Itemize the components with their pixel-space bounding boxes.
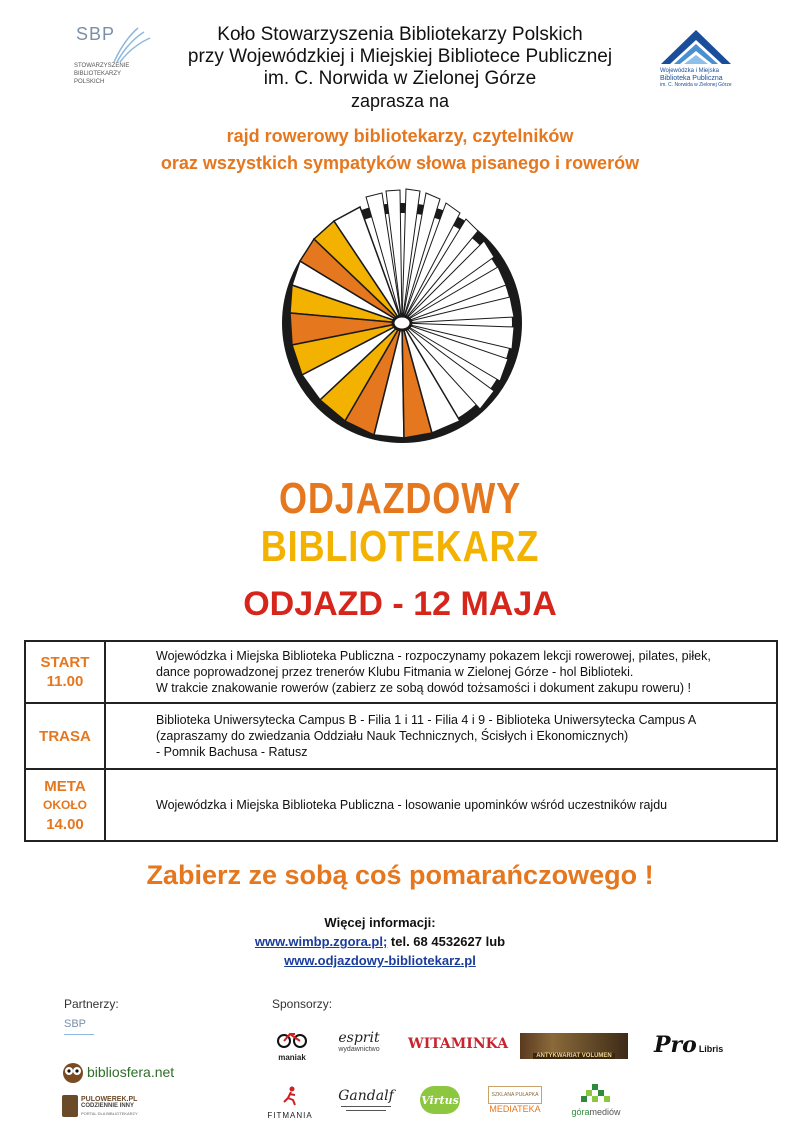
sponsor-virtus-text: Virtus — [421, 1093, 459, 1107]
event-title-line2: BIBLIOTEKARZ — [260, 522, 540, 571]
finish-label: META — [44, 777, 86, 795]
sponsor-logo-goramediow — [568, 1084, 624, 1117]
partner-pulowerek-sub2: PORTAL DLA BIBLIOTEKARZY — [81, 1110, 138, 1116]
description-line: W trakcie znakowanie rowerów (zabierz ze sobą dowód tożsamości i dokument zakupu roweru) ! — [156, 681, 691, 695]
sponsor-mediow-text: mediów — [589, 1107, 621, 1117]
more-info-heading: Więcej informacji: — [324, 915, 436, 930]
event-description-line: oraz wszystkich sympatyków słowa pisanego i rowerów — [160, 153, 640, 173]
schedule-row-route — [25, 703, 777, 769]
partner-sbp-text: SBP — [64, 1018, 87, 1030]
sponsor-logo-mediateka — [488, 1086, 542, 1114]
sbp-logo — [62, 22, 152, 92]
sponsor-mediateka-text: MEDIATEKA — [489, 1104, 541, 1114]
start-label: START — [40, 654, 90, 671]
organizer-block — [150, 24, 650, 112]
partner-pulowerek-sub: CODZIENNIE INNY — [81, 1102, 135, 1109]
partner-logo-sbp — [64, 1018, 104, 1046]
slogan: Zabierz ze sobą coś pomarańczowego ! — [146, 860, 654, 890]
pixel-blocks-icon — [581, 1084, 611, 1102]
sponsor-logo-maniak — [274, 1030, 310, 1060]
owl-icon — [62, 1061, 84, 1083]
description-line: Wojewódzka i Miejska Biblioteka Publiczna - losowanie upominków wśród uczestników rajdu — [156, 798, 668, 812]
schedule-row-finish — [25, 769, 777, 841]
event-title-line1: ODJAZDOWY — [279, 474, 521, 523]
partner-logo-pulowerek — [62, 1094, 144, 1118]
event-website-link[interactable]: www.odjazdowy-bibliotekarz.pl — [284, 953, 476, 968]
finish-sublabel: OKOŁO — [43, 797, 87, 812]
start-time: 11.00 — [46, 673, 84, 690]
schedule-description — [105, 769, 777, 841]
partner-bibliosfera-text: bibliosfera.net — [87, 1064, 175, 1080]
organizer-line: Koło Stowarzyszenia Bibliotekarzy Polskich — [217, 24, 583, 45]
sponsor-logo-virtus — [420, 1086, 460, 1114]
sponsor-logo-volumen — [520, 1033, 628, 1059]
runner-icon — [280, 1086, 300, 1106]
wimbp-caption-line: Biblioteka Publiczna — [660, 75, 723, 82]
library-website-link[interactable]: www.wimbp.zgora.pl; — [254, 934, 388, 949]
schedule-description — [105, 703, 777, 769]
more-info-block — [0, 913, 760, 970]
sponsor-libris-text: Libris — [698, 1044, 724, 1054]
sponsor-logo-fitmania — [266, 1086, 314, 1120]
bicycle-icon — [276, 1030, 308, 1048]
sponsor-logo-esprit — [334, 1030, 384, 1053]
sbp-caption-line: BIBLIOTEKARZY — [74, 71, 122, 77]
departure-date: ODJAZD - 12 MAJA — [243, 585, 557, 623]
organizer-line: im. C. Norwida w Zielonej Górze — [263, 68, 537, 89]
sponsor-esprit-sub: wydawnictwo — [338, 1046, 380, 1053]
event-description-line: rajd rowerowy bibliotekarzy, czytelników — [226, 126, 574, 146]
schedule-row-start — [25, 641, 777, 703]
sponsor-esprit-text: esprit — [338, 1030, 380, 1046]
sponsor-pro-text: Pro — [654, 1032, 697, 1058]
partner-logo-bibliosfera — [62, 1060, 174, 1084]
description-line: - Pomnik Bachusa - Ratusz — [156, 745, 308, 759]
wimbp-logo — [656, 24, 736, 94]
sponsor-fitmania-text: FITMANIA — [267, 1111, 313, 1120]
sponsors-heading: Sponsorzy: — [272, 997, 333, 1011]
schedule-label-cell — [25, 703, 105, 769]
schedule-label-cell — [25, 641, 105, 703]
sponsor-mediateka-sub: SZKLANA PUŁAPKA — [491, 1092, 539, 1098]
sponsor-logo-gandalf — [338, 1088, 394, 1114]
sponsor-gora-text: góra — [571, 1107, 590, 1117]
wimbp-caption-line: Wojewódzka i Miejska — [660, 68, 719, 74]
description-line: dance poprowadzonej przez trenerów Klubu Fitmania w Zielonej Górze - hol Biblioteki. — [156, 665, 634, 679]
sponsor-logo-witaminka — [408, 1036, 508, 1052]
sponsor-logo-prolibris — [654, 1032, 723, 1058]
sponsor-volumen-text: ANTYKWARIAT VOLUMEN — [533, 1053, 615, 1059]
route-label: TRASA — [39, 727, 91, 745]
invites-line: zaprasza na — [350, 91, 450, 111]
description-line: (zapraszamy do zwiedzania Oddziału Nauk Technicznych, Ścisłych i Ekonomicznych) — [156, 729, 629, 743]
bookcase-icon — [62, 1095, 78, 1117]
finish-time: 14.00 — [46, 815, 84, 833]
sponsor-witaminka-text: WITAMINKA — [408, 1036, 509, 1052]
partner-pulowerek-text: PULOWEREK.PL — [81, 1095, 138, 1103]
library-roof-icon — [656, 24, 736, 69]
phone-number: tel. 68 4532627 lub — [387, 934, 506, 949]
sponsor-gandalf-text: Gandalf — [338, 1088, 394, 1104]
sponsor-maniak-text: maniak — [278, 1053, 306, 1062]
sbp-logo-text: SBP — [76, 24, 116, 44]
schedule-description — [105, 641, 777, 703]
description-line: Biblioteka Uniwersytecka Campus B - Filia 1 i 11 - Filia 4 i 9 - Biblioteka Uniwersytecka Campus A — [156, 713, 697, 727]
organizer-line: przy Wojewódzkiej i Miejskiej Bibliotece Publicznej — [187, 46, 613, 67]
sbp-caption-line: POLSKICH — [74, 79, 105, 85]
schedule-label-cell — [25, 769, 105, 841]
bicycle-wheel-book-illustration — [270, 185, 530, 455]
partners-heading: Partnerzy: — [64, 997, 119, 1011]
description-line: Wojewódzka i Miejska Biblioteka Publiczna - rozpoczynamy pokazem lekcji rowerowej, pilates, piłek, — [156, 649, 711, 663]
wimbp-caption-line: im. C. Norwida w Zielonej Górze — [660, 82, 732, 88]
sbp-caption-line: STOWARZYSZENIE — [74, 63, 130, 69]
schedule-table — [24, 640, 778, 842]
